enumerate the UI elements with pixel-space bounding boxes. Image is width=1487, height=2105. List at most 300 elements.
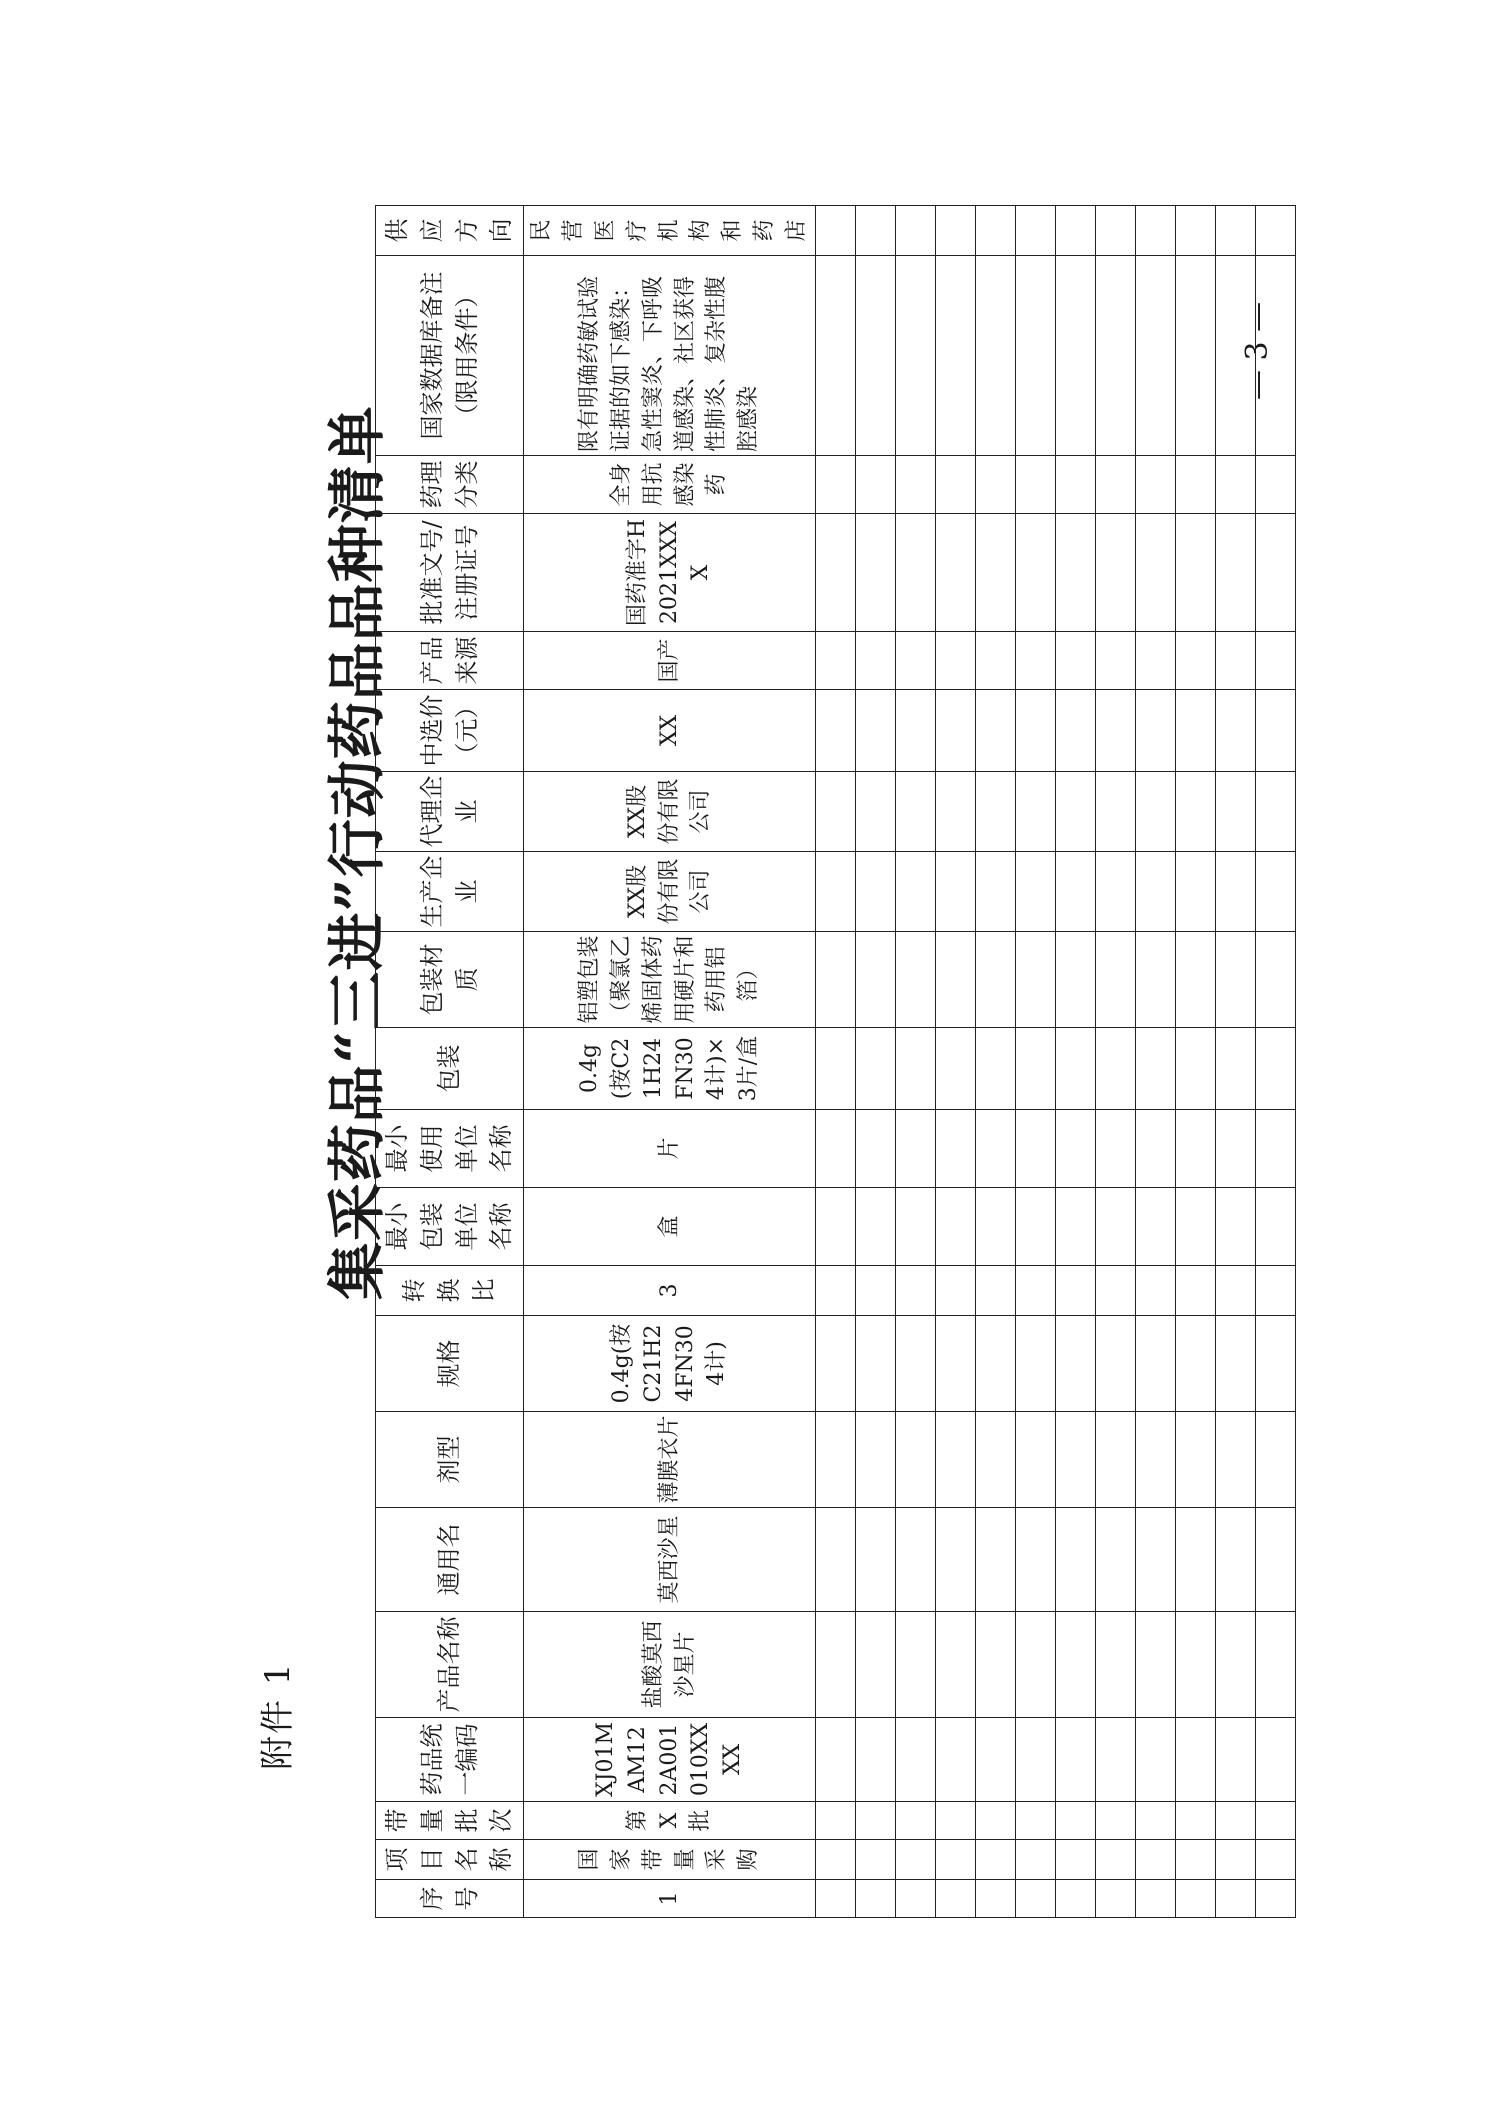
header-supply: 供应方向: [376, 206, 524, 256]
empty-cell: [1256, 514, 1296, 632]
empty-cell: [896, 1880, 936, 1918]
empty-cell: [1096, 1880, 1136, 1918]
cell-price: XX: [524, 690, 816, 772]
table-row: [1216, 206, 1256, 1918]
empty-cell: [856, 1880, 896, 1918]
cell-ratio: 3: [524, 1266, 816, 1316]
empty-cell: [1256, 1188, 1296, 1266]
empty-cell: [1096, 514, 1136, 632]
empty-cell: [816, 1188, 856, 1266]
empty-cell: [1136, 256, 1176, 456]
empty-cell: [936, 772, 976, 852]
empty-cell: [1216, 772, 1256, 852]
empty-cell: [896, 1110, 936, 1188]
empty-cell: [1216, 256, 1256, 456]
empty-cell: [1096, 932, 1136, 1028]
empty-cell: [896, 1718, 936, 1802]
empty-cell: [1176, 772, 1216, 852]
empty-cell: [1256, 1508, 1296, 1612]
cell-supply: 民营医疗机构和药店: [524, 206, 816, 256]
cell-min-use-unit: 片: [524, 1110, 816, 1188]
empty-cell: [1256, 206, 1296, 256]
page-number: — 3 —: [1240, 301, 1275, 400]
empty-cell: [816, 256, 856, 456]
empty-cell: [1216, 1840, 1256, 1880]
empty-cell: [816, 772, 856, 852]
table-row: [1256, 206, 1296, 1918]
empty-cell: [1016, 1840, 1056, 1880]
empty-cell: [1176, 1188, 1216, 1266]
empty-cell: [936, 1316, 976, 1412]
empty-cell: [1016, 690, 1056, 772]
empty-cell: [896, 852, 936, 932]
empty-cell: [1056, 1612, 1096, 1718]
empty-cell: [1176, 932, 1216, 1028]
empty-cell: [1176, 256, 1216, 456]
empty-cell: [896, 514, 936, 632]
empty-cell: [1176, 852, 1216, 932]
empty-cell: [1256, 1840, 1296, 1880]
empty-cell: [936, 456, 976, 514]
empty-cell: [1256, 1718, 1296, 1802]
empty-cell: [1256, 1412, 1296, 1508]
empty-cell: [936, 1188, 976, 1266]
empty-cell: [1096, 256, 1136, 456]
empty-cell: [1056, 1110, 1096, 1188]
empty-cell: [856, 1612, 896, 1718]
empty-cell: [976, 1612, 1016, 1718]
empty-cell: [856, 1802, 896, 1840]
header-manufacturer: 生产企业: [376, 852, 524, 932]
empty-cell: [1136, 932, 1176, 1028]
empty-cell: [1096, 456, 1136, 514]
empty-cell: [1136, 1718, 1176, 1802]
drug-table-wrapper: [375, 210, 1285, 1918]
header-batch: 带量批次: [376, 1802, 524, 1840]
empty-cell: [896, 932, 936, 1028]
empty-cell: [896, 632, 936, 690]
empty-cell: [856, 1508, 896, 1612]
empty-cell: [1216, 1718, 1256, 1802]
empty-cell: [1056, 1412, 1096, 1508]
empty-cell: [1216, 1266, 1256, 1316]
header-pkg-material: 包装材质: [376, 932, 524, 1028]
empty-cell: [1016, 1188, 1056, 1266]
empty-cell: [1056, 772, 1096, 852]
empty-cell: [976, 1266, 1016, 1316]
empty-cell: [1016, 456, 1056, 514]
cell-min-pkg-unit: 盒: [524, 1188, 816, 1266]
empty-cell: [896, 1412, 936, 1508]
empty-cell: [1216, 1802, 1256, 1840]
empty-cell: [1016, 852, 1056, 932]
empty-cell: [856, 1266, 896, 1316]
empty-cell: [1136, 1110, 1176, 1188]
empty-cell: [1216, 690, 1256, 772]
empty-cell: [936, 932, 976, 1028]
header-project: 项目名称: [376, 1840, 524, 1880]
empty-cell: [1056, 256, 1096, 456]
empty-cell: [1176, 1266, 1216, 1316]
table-row: [1176, 206, 1216, 1918]
empty-cell: [816, 852, 856, 932]
empty-cell: [856, 514, 896, 632]
empty-cell: [1136, 690, 1176, 772]
empty-cell: [1216, 1188, 1256, 1266]
empty-cell: [1016, 772, 1056, 852]
cell-code: XJ01MAM122A001010XXXX: [524, 1718, 816, 1802]
empty-cell: [1136, 1316, 1176, 1412]
empty-cell: [1216, 1508, 1256, 1612]
header-min-pkg-unit: 最小包装单位名称: [376, 1188, 524, 1266]
header-code: 药品统一编码: [376, 1718, 524, 1802]
empty-cell: [816, 1880, 856, 1918]
empty-cell: [896, 1316, 936, 1412]
table-row: [896, 206, 936, 1918]
empty-cell: [1056, 1802, 1096, 1840]
cell-manufacturer: XX股份有限公司: [524, 852, 816, 932]
empty-cell: [1096, 1612, 1136, 1718]
empty-cell: [936, 514, 976, 632]
empty-cell: [1256, 1266, 1296, 1316]
empty-cell: [1056, 456, 1096, 514]
table-row: [524, 206, 816, 1918]
empty-cell: [976, 514, 1016, 632]
empty-cell: [1176, 1028, 1216, 1110]
empty-cell: [976, 1802, 1016, 1840]
empty-cell: [976, 1028, 1016, 1110]
header-min-use-unit: 最小使用单位名称: [376, 1110, 524, 1188]
empty-cell: [1256, 1028, 1296, 1110]
empty-cell: [816, 1028, 856, 1110]
empty-cell: [1136, 1802, 1176, 1840]
empty-cell: [856, 852, 896, 932]
empty-cell: [816, 1840, 856, 1880]
empty-cell: [1216, 1110, 1256, 1188]
cell-project: 国家带量采购: [524, 1840, 816, 1880]
empty-cell: [1136, 206, 1176, 256]
cell-seq: 1: [524, 1880, 816, 1918]
header-origin: 产品来源: [376, 632, 524, 690]
empty-cell: [1136, 1412, 1176, 1508]
empty-cell: [816, 1612, 856, 1718]
header-product-name: 产品名称: [376, 1612, 524, 1718]
cell-product-name: 盐酸莫西沙星片: [524, 1612, 816, 1718]
table-row: [1056, 206, 1096, 1918]
empty-cell: [1016, 1028, 1056, 1110]
empty-cell: [936, 1508, 976, 1612]
empty-cell: [896, 1188, 936, 1266]
empty-cell: [976, 1880, 1016, 1918]
empty-cell: [1136, 1028, 1176, 1110]
header-approval-no: 批准文号/注册证号: [376, 514, 524, 632]
empty-cell: [856, 1718, 896, 1802]
empty-cell: [896, 1802, 936, 1840]
empty-cell: [976, 932, 1016, 1028]
empty-cell: [816, 1802, 856, 1840]
empty-cell: [1096, 1188, 1136, 1266]
empty-cell: [1176, 1316, 1216, 1412]
header-package: 包装: [376, 1028, 524, 1110]
empty-cell: [816, 1412, 856, 1508]
empty-cell: [976, 456, 1016, 514]
attachment-label: 附件 1: [258, 1661, 298, 1770]
empty-cell: [1176, 1612, 1216, 1718]
empty-cell: [1096, 1412, 1136, 1508]
empty-cell: [1056, 1028, 1096, 1110]
header-notes: 国家数据库备注（限用条件）: [376, 256, 524, 456]
empty-cell: [896, 690, 936, 772]
empty-cell: [1096, 1840, 1136, 1880]
empty-cell: [856, 1188, 896, 1266]
empty-cell: [936, 256, 976, 456]
empty-cell: [816, 206, 856, 256]
empty-cell: [1256, 1802, 1296, 1840]
empty-cell: [896, 1840, 936, 1880]
empty-cell: [936, 1412, 976, 1508]
empty-cell: [936, 1028, 976, 1110]
empty-cell: [856, 206, 896, 256]
empty-cell: [1096, 852, 1136, 932]
empty-cell: [936, 1110, 976, 1188]
empty-cell: [936, 1266, 976, 1316]
empty-cell: [1056, 1840, 1096, 1880]
empty-cell: [1216, 932, 1256, 1028]
empty-cell: [1136, 456, 1176, 514]
empty-cell: [856, 690, 896, 772]
empty-cell: [816, 456, 856, 514]
empty-cell: [976, 1110, 1016, 1188]
empty-cell: [816, 1316, 856, 1412]
empty-cell: [1136, 632, 1176, 690]
empty-cell: [1136, 1508, 1176, 1612]
empty-cell: [856, 772, 896, 852]
empty-cell: [1216, 1412, 1256, 1508]
table-row: [816, 206, 856, 1918]
empty-cell: [936, 632, 976, 690]
empty-cell: [1096, 1718, 1136, 1802]
cell-dosage-form: 薄膜衣片: [524, 1412, 816, 1508]
empty-cell: [896, 1508, 936, 1612]
empty-cell: [1256, 852, 1296, 932]
empty-cell: [1256, 632, 1296, 690]
empty-cell: [856, 456, 896, 514]
empty-cell: [1136, 1266, 1176, 1316]
empty-cell: [1176, 1840, 1216, 1880]
empty-cell: [1056, 1508, 1096, 1612]
empty-cell: [1016, 1412, 1056, 1508]
document-title: 集采药品“三进”行动药品品种清单: [323, 405, 391, 1300]
empty-cell: [1256, 1110, 1296, 1188]
empty-cell: [1256, 1316, 1296, 1412]
empty-cell: [856, 1840, 896, 1880]
cell-pkg-material: 铝塑包装（聚氯乙烯固体药用硬片和药用铝箔）: [524, 932, 816, 1028]
cell-generic-name: 莫西沙星: [524, 1508, 816, 1612]
empty-cell: [1176, 690, 1216, 772]
header-ratio: 转换比: [376, 1266, 524, 1316]
empty-cell: [816, 690, 856, 772]
empty-cell: [856, 632, 896, 690]
empty-cell: [1176, 632, 1216, 690]
empty-cell: [1136, 1188, 1176, 1266]
empty-cell: [816, 1266, 856, 1316]
empty-cell: [976, 206, 1016, 256]
empty-cell: [856, 1110, 896, 1188]
empty-cell: [896, 456, 936, 514]
empty-cell: [936, 206, 976, 256]
empty-cell: [1016, 1802, 1056, 1840]
header-price: 中选价（元）: [376, 690, 524, 772]
empty-cell: [976, 1508, 1016, 1612]
empty-cell: [856, 1028, 896, 1110]
empty-cell: [1216, 1028, 1256, 1110]
empty-cell: [1016, 1718, 1056, 1802]
empty-cell: [1056, 514, 1096, 632]
empty-cell: [1016, 1880, 1056, 1918]
empty-cell: [896, 1612, 936, 1718]
table-header-row: [376, 206, 524, 1918]
empty-cell: [1216, 1316, 1256, 1412]
empty-cell: [856, 1316, 896, 1412]
empty-cell: [856, 256, 896, 456]
empty-cell: [1096, 1028, 1136, 1110]
empty-cell: [1056, 206, 1096, 256]
empty-cell: [1176, 1802, 1216, 1840]
empty-cell: [856, 1412, 896, 1508]
empty-cell: [1016, 206, 1056, 256]
empty-cell: [1016, 1508, 1056, 1612]
empty-cell: [1016, 632, 1056, 690]
empty-cell: [1016, 514, 1056, 632]
empty-cell: [816, 1718, 856, 1802]
cell-package: 0.4g(按C21H24FN304计)×3片/盒: [524, 1028, 816, 1110]
empty-cell: [1176, 1110, 1216, 1188]
empty-cell: [936, 690, 976, 772]
empty-cell: [1016, 256, 1056, 456]
empty-cell: [1256, 1612, 1296, 1718]
empty-cell: [976, 690, 1016, 772]
empty-cell: [1176, 1508, 1216, 1612]
empty-cell: [936, 1840, 976, 1880]
empty-cell: [1136, 1880, 1176, 1918]
empty-cell: [1256, 456, 1296, 514]
empty-cell: [1056, 1718, 1096, 1802]
empty-cell: [1096, 632, 1136, 690]
cell-agent: XX股份有限公司: [524, 772, 816, 852]
empty-cell: [816, 632, 856, 690]
empty-cell: [1096, 1316, 1136, 1412]
cell-spec: 0.4g(按C21H24FN304计): [524, 1316, 816, 1412]
empty-cell: [816, 514, 856, 632]
empty-cell: [1056, 1880, 1096, 1918]
empty-cell: [896, 256, 936, 456]
table-row: [1096, 206, 1136, 1918]
empty-cell: [976, 1718, 1016, 1802]
table-row: [976, 206, 1016, 1918]
empty-cell: [1056, 1266, 1096, 1316]
table-row: [1016, 206, 1056, 1918]
empty-cell: [1176, 514, 1216, 632]
empty-cell: [1256, 256, 1296, 456]
empty-cell: [1136, 772, 1176, 852]
empty-cell: [1096, 1266, 1136, 1316]
table-row: [936, 206, 976, 1918]
empty-cell: [1056, 1188, 1096, 1266]
empty-cell: [1216, 206, 1256, 256]
cell-notes: 限有明确药敏试验证据的如下感染：急性窦炎、下呼吸道感染、社区获得性肺炎、复杂性腹腔感染: [524, 256, 816, 456]
empty-cell: [1256, 932, 1296, 1028]
cell-approval-no: 国药准字H2021XXXX: [524, 514, 816, 632]
empty-cell: [1176, 1880, 1216, 1918]
empty-cell: [1216, 456, 1256, 514]
header-dosage-form: 剂型: [376, 1412, 524, 1508]
empty-cell: [976, 1412, 1016, 1508]
header-spec: 规格: [376, 1316, 524, 1412]
empty-cell: [1096, 690, 1136, 772]
cell-origin: 国产: [524, 632, 816, 690]
empty-cell: [1016, 1316, 1056, 1412]
cell-pharm-class: 全身用抗感染药: [524, 456, 816, 514]
table-row: [1136, 206, 1176, 1918]
empty-cell: [1016, 932, 1056, 1028]
empty-cell: [1016, 1612, 1056, 1718]
empty-cell: [896, 206, 936, 256]
empty-cell: [1216, 1612, 1256, 1718]
empty-cell: [936, 1718, 976, 1802]
cell-batch: 第X批: [524, 1802, 816, 1840]
empty-cell: [816, 1508, 856, 1612]
empty-cell: [1136, 1612, 1176, 1718]
empty-cell: [976, 1316, 1016, 1412]
empty-cell: [816, 932, 856, 1028]
empty-cell: [1096, 1508, 1136, 1612]
header-seq: 序号: [376, 1880, 524, 1918]
empty-cell: [976, 852, 1016, 932]
table-row: [856, 206, 896, 1918]
empty-cell: [1016, 1266, 1056, 1316]
empty-cell: [1216, 852, 1256, 932]
empty-cell: [976, 1188, 1016, 1266]
empty-cell: [1136, 1840, 1176, 1880]
header-agent: 代理企业: [376, 772, 524, 852]
empty-cell: [1096, 772, 1136, 852]
empty-cell: [896, 772, 936, 852]
empty-cell: [1256, 690, 1296, 772]
empty-cell: [1216, 632, 1256, 690]
empty-cell: [856, 932, 896, 1028]
empty-cell: [1136, 852, 1176, 932]
empty-cell: [1056, 852, 1096, 932]
empty-cell: [976, 256, 1016, 456]
empty-cell: [1056, 632, 1096, 690]
empty-cell: [1096, 1110, 1136, 1188]
empty-cell: [976, 1840, 1016, 1880]
empty-cell: [816, 1110, 856, 1188]
empty-cell: [896, 1266, 936, 1316]
empty-cell: [1056, 932, 1096, 1028]
empty-cell: [1256, 1880, 1296, 1918]
header-pharm-class: 药理分类: [376, 456, 524, 514]
empty-cell: [1216, 1880, 1256, 1918]
empty-cell: [1216, 514, 1256, 632]
empty-cell: [1176, 1718, 1216, 1802]
header-generic-name: 通用名: [376, 1508, 524, 1612]
empty-cell: [1136, 514, 1176, 632]
empty-cell: [1056, 1316, 1096, 1412]
empty-cell: [896, 1028, 936, 1110]
empty-cell: [936, 1880, 976, 1918]
empty-cell: [1176, 456, 1216, 514]
